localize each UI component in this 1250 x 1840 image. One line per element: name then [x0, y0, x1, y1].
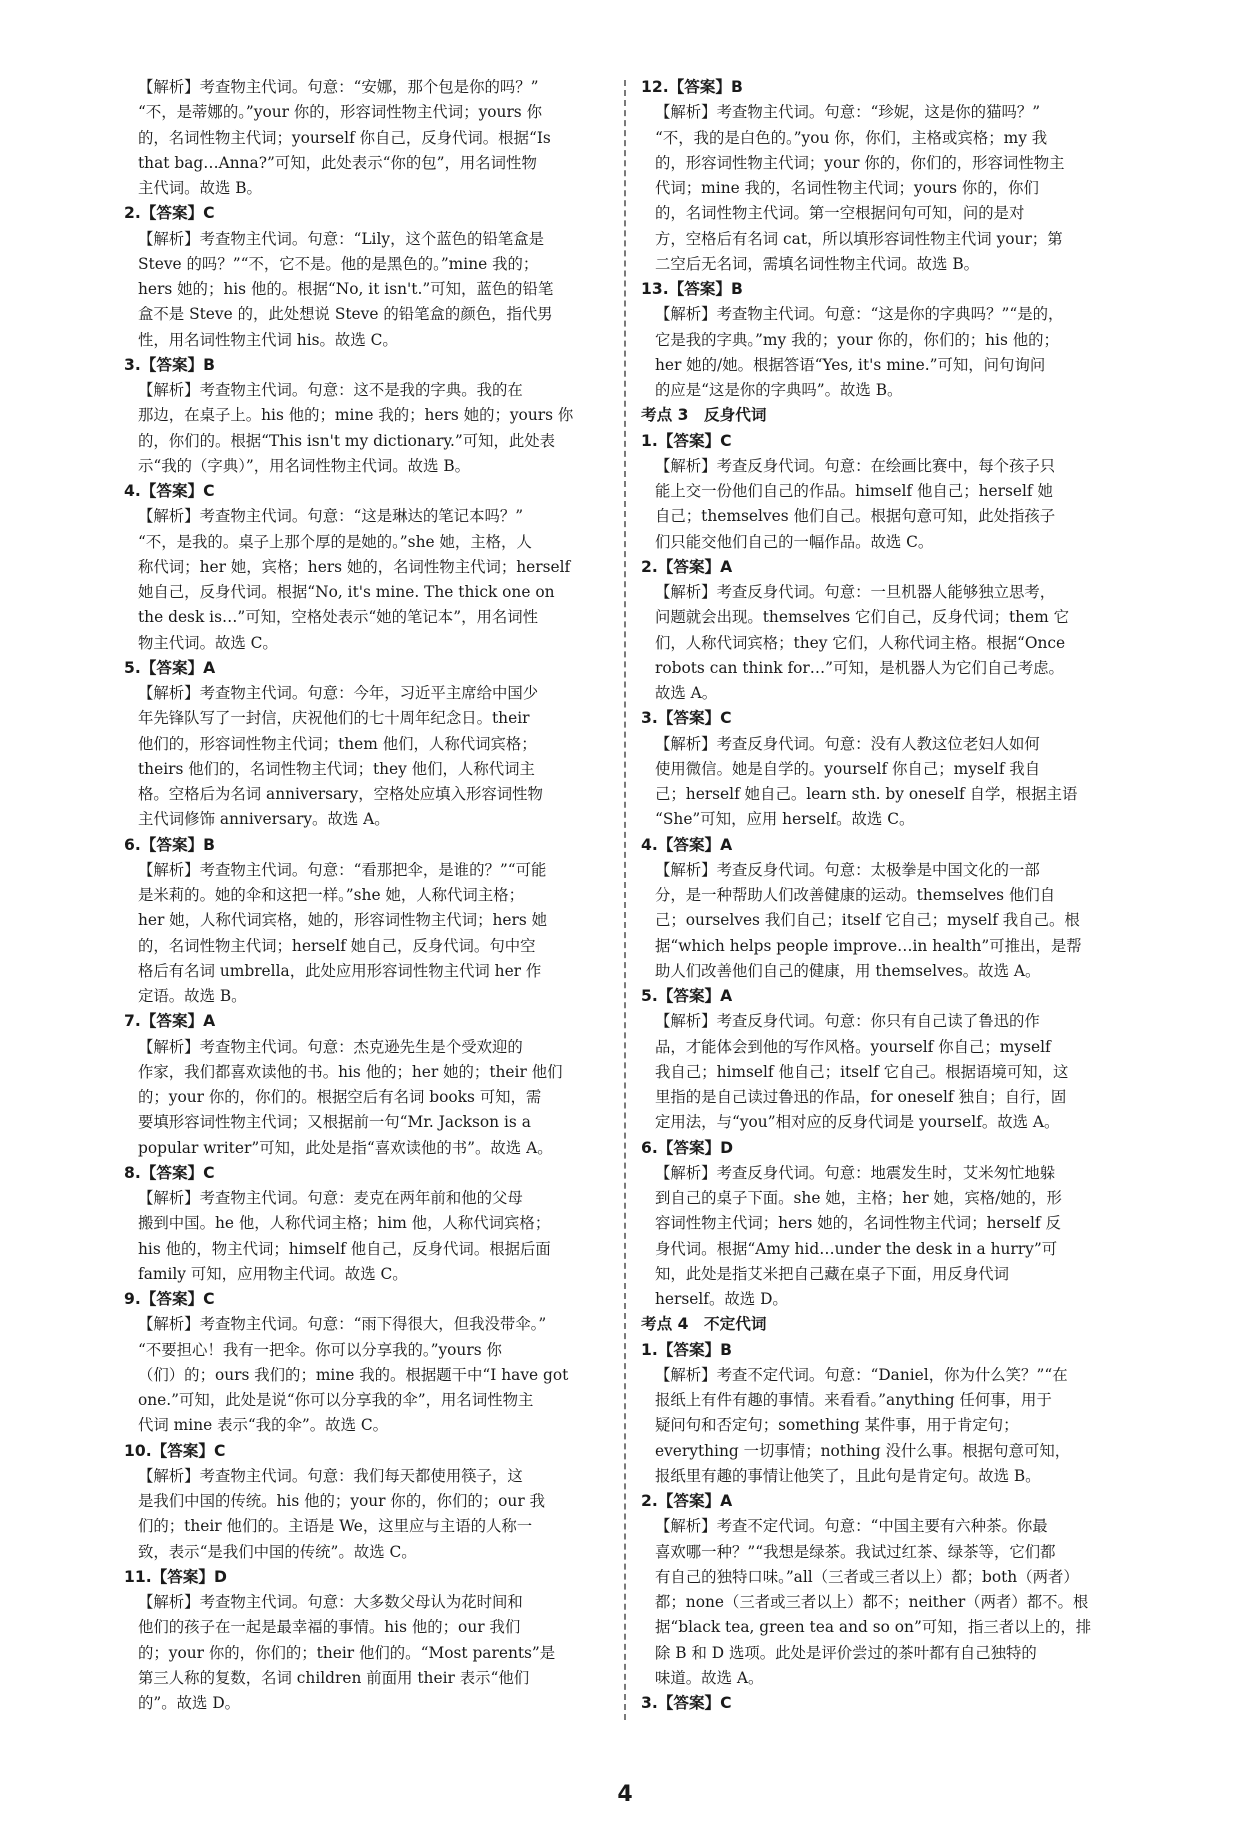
- answer-heading: 6.【答案】B: [124, 835, 216, 854]
- answer-heading: 13.【答案】B: [641, 280, 743, 298]
- explanation-line: “不，是我的。桌子上那个厚的是她的。”she 她，主格，人: [138, 532, 532, 551]
- explanation-block: [124, 681, 610, 833]
- explanation-block: [641, 1009, 1141, 1135]
- explanation-line: 要填形容词性物主代词；又根据前一句“Mr. Jackson is a: [138, 1113, 531, 1132]
- explanation-block: [641, 858, 1141, 984]
- answer-heading: 2.【答案】A: [641, 1492, 733, 1510]
- explanation-line: 【解析】考查物主代词。句意：这不是我的字典。我的在: [138, 381, 523, 399]
- explanation-line: 第三人称的复数，名词 children 前面用 their 表示“他们: [138, 1668, 530, 1687]
- explanation-line: 他们的，形容词性物主代词；them 他们，人称代词宾格；: [138, 734, 537, 753]
- explanation-block: [124, 378, 610, 479]
- explanation-line: 【解析】考查物主代词。句意：“安娜，那个包是你的吗？”: [138, 78, 539, 96]
- explanation-line: 【解析】考查反身代词。句意：太极拳是中国文化的一部: [655, 860, 1040, 879]
- explanation-line: hers 她的；his 他的。根据“No, it isn't.”可知，蓝色的铅笔: [138, 280, 554, 298]
- explanation-line: 容词性物主代词；hers 她的，名词性物主代词；herself 反: [655, 1214, 1061, 1233]
- answer-heading: 5.【答案】A: [641, 987, 733, 1005]
- explanation-line: 【解析】考查反身代词。句意：没有人教这位老妇人如何: [655, 734, 1040, 753]
- explanation-line: 品，才能体会到他的写作风格。yourself 你自己；myself: [655, 1037, 1051, 1056]
- explanation-block: [641, 454, 1141, 555]
- answer-heading: 2.【答案】C: [124, 204, 215, 223]
- explanation-line: 的，名词性物主代词。第一空根据问句可知，问的是对: [655, 204, 1025, 223]
- explanation-line: 分，是一种帮助人们改善健康的运动。themselves 他们自: [655, 886, 1056, 904]
- explanation-line: 据“black tea, green tea and so on”可知，指三者以上的，排: [655, 1618, 1092, 1637]
- explanation-line: “不要担心！我有一把伞。你可以分享我的。”yours 你: [138, 1340, 502, 1359]
- explanation-block: [641, 1161, 1141, 1313]
- explanation-line: 能上交一份他们自己的作品。himself 他自己；herself 她: [655, 482, 1053, 500]
- explanation-line: herself。故选 D。: [655, 1290, 788, 1308]
- explanation-block: [641, 580, 1141, 706]
- explanation-block: [124, 1186, 610, 1287]
- explanation-line: 问题就会出现。themselves 它们自己，反身代词；them 它: [655, 608, 1070, 627]
- explanation-line: robots can think for…”可知，是机器人为它们自己考虑。: [655, 658, 1064, 677]
- explanation-line: 我自己；himself 他自己；itself 它自己。根据语境可知，这: [655, 1062, 1069, 1081]
- explanation-line: 那边，在桌子上。his 他的；mine 我的；hers 她的；yours 你: [138, 406, 574, 425]
- explanation-line: 【解析】考查反身代词。句意：你只有自己读了鲁迅的作: [655, 1012, 1040, 1031]
- explanation-line: 称代词；her 她，宾格；hers 她的，名词性物主代词；herself: [138, 557, 571, 576]
- explanation-line: 致，表示“是我们中国的传统”。故选 C。: [138, 1542, 417, 1561]
- explanation-line: 【解析】考查物主代词。句意：“看那把伞，是谁的？”“可能: [138, 860, 547, 879]
- explanation-line: 格后有名词 umbrella，此处应用形容词性物主代词 her 作: [138, 961, 542, 980]
- explanation-line: 它是我的字典。”my 我的；your 你的，你们的；his 他的；: [655, 330, 1059, 349]
- explanation-block: [124, 1312, 610, 1438]
- explanation-line: 作家，我们都喜欢读他的书。his 他的；her 她的；their 他们: [138, 1062, 563, 1081]
- answer-heading: 2.【答案】A: [641, 557, 733, 576]
- explanation-line: 她自己，反身代词。根据“No, it's mine. The thick one on: [138, 583, 555, 601]
- explanation-block: [641, 100, 1141, 277]
- explanation-line: 二空后无名词，需填名词性物主代词。故选 B。: [655, 254, 980, 273]
- explanation-line: 是米莉的。她的伞和这把一样。”she 她，人称代词主格；: [138, 886, 524, 904]
- explanation-block: [124, 227, 610, 353]
- explanation-line: 盒不是 Steve 的，此处想说 Steve 的铅笔盒的颜色，指代男: [138, 305, 553, 324]
- explanation-line: 主代词。故选 B。: [138, 179, 262, 197]
- explanation-line: 【解析】考查物主代词。句意：大多数父母认为花时间和: [138, 1593, 523, 1611]
- explanation-line: 【解析】考查物主代词。句意：“这是琳达的笔记本吗？”: [138, 507, 524, 526]
- explanation-line: 【解析】考查物主代词。句意：麦克在两年前和他的父母: [138, 1189, 523, 1207]
- explanation-line: 们的；their 他们的。主语是 We，这里应与主语的人称一: [138, 1517, 533, 1536]
- explanation-line: “不，我的是白色的。”you 你，你们，主格或宾格；my 我: [655, 128, 1048, 147]
- answer-heading: 1.【答案】C: [641, 431, 732, 450]
- explanation-line: 里指的是自己读过鲁迅的作品，for oneself 独自；自行，固: [655, 1088, 1067, 1106]
- answer-heading: 4.【答案】C: [124, 482, 215, 500]
- explanation-line: one.”可知，此处是说“你可以分享我的伞”，用名词性物主: [138, 1391, 534, 1409]
- explanation-line: the desk is…”可知，空格处表示“她的笔记本”，用名词性: [138, 608, 539, 627]
- explanation-line: 的，形容词性物主代词；your 你的，你们的，形容词性物主: [655, 153, 1065, 172]
- explanation-line: 有自己的独特口味。”all（三者或三者以上）都；both（两者）: [655, 1567, 1079, 1586]
- explanation-block: [124, 75, 610, 201]
- explanation-line: 方，空格后有名词 cat，所以填形容词性物主代词 your；第: [655, 229, 1063, 248]
- explanation-line: 自己；themselves 他们自己。根据句意可知，此处指孩子: [655, 507, 1056, 526]
- explanation-block: [124, 1035, 610, 1161]
- explanation-line: 的，名词性物主代词；herself 她自己，反身代词。句中空: [138, 936, 536, 955]
- explanation-line: 【解析】考查物主代词。句意：我们每天都使用筷子，这: [138, 1466, 523, 1485]
- explanation-line: 主代词修饰 anniversary。故选 A。: [138, 810, 390, 829]
- explanation-block: [641, 1363, 1141, 1489]
- explanation-line: popular writer”可知，此处是指“喜欢读他的书”。故选 A。: [138, 1138, 553, 1157]
- explanation-block: [641, 732, 1141, 833]
- explanation-line: 们只能交他们自己的一幅作品。故选 C。: [655, 532, 934, 551]
- explanation-line: 示“我的（字典）”，用名词性物主代词。故选 B。: [138, 456, 471, 475]
- answer-heading: 10.【答案】C: [124, 1441, 226, 1460]
- explanation-line: 【解析】考查物主代词。句意：“珍妮，这是你的猫吗？”: [655, 103, 1041, 122]
- column-divider: [624, 80, 626, 1720]
- explanation-line: 使用微信。她是自学的。yourself 你自己；myself 我自: [655, 759, 1041, 778]
- explanation-line: 定用法，与“you”相对应的反身代词是 yourself。故选 A。: [655, 1113, 1060, 1132]
- explanation-line: “不，是蒂娜的。”your 你的，形容词性物主代词；yours 你: [138, 103, 542, 122]
- answer-heading: 4.【答案】A: [641, 835, 733, 854]
- explanation-line: 代词 mine 表示“我的伞”。故选 C。: [138, 1416, 389, 1435]
- explanation-line: 定语。故选 B。: [138, 987, 247, 1005]
- explanation-line: family 可知，应用物主代词。故选 C。: [138, 1264, 408, 1283]
- explanation-line: 知，此处是指艾米把自己藏在桌子下面，用反身代词: [655, 1264, 1009, 1283]
- explanation-line: 的，名词性物主代词；yourself 你自己，反身代词。根据“Is: [138, 128, 551, 147]
- explanation-line: 代词；mine 我的，名词性物主代词；yours 你的，你们: [655, 179, 1039, 197]
- explanation-line: 疑问句和否定句；something 某件事，用于肯定句；: [655, 1416, 1019, 1435]
- explanation-line: 搬到中国。he 他，人称代词主格；him 他，人称代词宾格；: [138, 1214, 551, 1233]
- explanation-line: her 她，人称代词宾格，她的，形容词性物主代词；hers 她: [138, 911, 548, 930]
- explanation-line: 味道。故选 A。: [655, 1668, 764, 1687]
- explanation-line: 的；your 你的，你们的。根据空后有名词 books 可知，需: [138, 1088, 542, 1106]
- answer-heading: 9.【答案】C: [124, 1290, 215, 1308]
- explanation-line: 物主代词。故选 C。: [138, 633, 278, 652]
- explanation-line: 的，你们的。根据“This isn't my dictionary.”可知，此处表: [138, 431, 556, 450]
- answer-heading: 5.【答案】A: [124, 658, 216, 677]
- answer-heading: 11.【答案】D: [124, 1567, 227, 1586]
- explanation-line: 【解析】考查物主代词。句意：“这是你的字典吗？”“是的，: [655, 305, 1064, 324]
- explanation-line: that bag…Anna?”可知，此处表示“你的包”，用名词性物: [138, 153, 537, 172]
- explanation-line: 身代词。根据“Amy hid…under the desk in a hurry”可: [655, 1239, 1058, 1258]
- section-title: 考点 4 不定代词: [641, 1315, 767, 1334]
- explanation-line: Steve 的吗？”“不，它不是。他的是黑色的。”mine 我的；: [138, 254, 539, 273]
- explanation-line: 格。空格后为名词 anniversary，空格处应填入形容词性物: [138, 785, 543, 803]
- explanation-line: 【解析】考查反身代词。句意：一旦机器人能够独立思考，: [655, 583, 1056, 601]
- explanation-line: 【解析】考查物主代词。句意：“Lily，这个蓝色的铅笔盒是: [138, 229, 545, 248]
- explanation-line: everything 一切事情；nothing 没什么事。根据句意可知，: [655, 1441, 1071, 1460]
- explanation-line: 据“which helps people improve…in health”可推出，是帮: [655, 936, 1082, 955]
- answer-heading: 8.【答案】C: [124, 1163, 215, 1182]
- explanation-line: 【解析】考查物主代词。句意：杰克逊先生是个受欢迎的: [138, 1037, 523, 1056]
- answer-heading: 12.【答案】B: [641, 78, 743, 96]
- explanation-line: 除 B 和 D 选项。此处是评价尝过的茶叶都有自己独特的: [655, 1643, 1037, 1662]
- answer-heading: 1.【答案】B: [641, 1340, 733, 1359]
- explanation-line: （们）的；ours 我们的；mine 我的。根据题干中“I have got: [138, 1365, 569, 1384]
- answer-heading: 7.【答案】A: [124, 1012, 216, 1031]
- explanation-line: 的应是“这是你的字典吗”。故选 B。: [655, 381, 903, 399]
- explanation-block: [641, 302, 1141, 403]
- explanation-line: 报纸上有件有趣的事情。来看看。”anything 任何事，用于: [655, 1391, 1052, 1409]
- explanation-block: [124, 504, 610, 656]
- explanation-line: 的；your 你的，你们的；their 他们的。“Most parents”是: [138, 1643, 556, 1662]
- answer-heading: 6.【答案】D: [641, 1138, 734, 1157]
- explanation-line: 到自己的桌子下面。she 她，主格；her 她，宾格/她的，形: [655, 1189, 1062, 1207]
- explanation-block: [641, 1514, 1141, 1691]
- explanation-line: 们，人称代词宾格；they 它们，人称代词主格。根据“Once: [655, 633, 1066, 652]
- explanation-line: 【解析】考查物主代词。句意：“雨下得很大，但我没带伞。”: [138, 1315, 547, 1334]
- explanation-line: 故选 A。: [655, 684, 718, 702]
- explanation-line: 己；ourselves 我们自己；itself 它自己；myself 我自己。根: [655, 911, 1080, 930]
- answer-heading: 3.【答案】C: [641, 709, 732, 728]
- answer-heading: 3.【答案】B: [124, 355, 216, 374]
- right-column: [641, 75, 1141, 1716]
- explanation-line: 【解析】考查反身代词。句意：地震发生时，艾米匆忙地躲: [655, 1163, 1056, 1182]
- left-column: [124, 75, 610, 1716]
- explanation-line: 报纸里有趣的事情让他笑了，且此句是肯定句。故选 B。: [655, 1466, 1041, 1485]
- page-number: 4: [617, 1782, 633, 1807]
- explanation-block: [124, 1464, 610, 1565]
- explanation-line: “She”可知，应用 herself。故选 C。: [655, 810, 915, 829]
- explanation-line: 的”。故选 D。: [138, 1694, 241, 1712]
- explanation-line: 年先锋队写了一封信，庆祝他们的七十周年纪念日。their: [138, 709, 530, 728]
- explanation-block: [124, 1590, 610, 1716]
- explanation-line: 【解析】考查反身代词。句意：在绘画比赛中，每个孩子只: [655, 456, 1056, 475]
- explanation-block: [124, 858, 610, 1010]
- explanation-line: 助人们改善他们自己的健康，用 themselves。故选 A。: [655, 961, 1041, 980]
- explanation-line: 【解析】考查不定代词。句意：“Daniel，你为什么笑？”“在: [655, 1365, 1068, 1384]
- explanation-line: theirs 他们的，名词性物主代词；they 他们，人称代词主: [138, 759, 535, 778]
- explanation-line: 他们的孩子在一起是最幸福的事情。his 他的；our 我们: [138, 1618, 521, 1637]
- explanation-line: 喜欢哪一种？”“我想是绿茶。我试过红茶、绿茶等，它们都: [655, 1542, 1056, 1561]
- explanation-line: 己；herself 她自己。learn sth. by oneself 自学，根据主语: [655, 785, 1078, 803]
- explanation-line: her 她的/她。根据答语“Yes, it's mine.”可知，问句询问: [655, 355, 1046, 374]
- explanation-line: 是我们中国的传统。his 他的；your 你的，你们的；our 我: [138, 1492, 545, 1510]
- section-title: 考点 3 反身代词: [641, 406, 767, 425]
- explanation-line: 性，用名词性物主代词 his。故选 C。: [138, 330, 398, 349]
- explanation-line: his 他的，物主代词；himself 他自己，反身代词。根据后面: [138, 1239, 551, 1258]
- explanation-line: 【解析】考查不定代词。句意：“中国主要有六种茶。你最: [655, 1517, 1048, 1536]
- explanation-line: 都；none（三者或三者以上）都不；neither（两者）都不。根: [655, 1593, 1089, 1611]
- answer-heading: 3.【答案】C: [641, 1694, 732, 1712]
- explanation-line: 【解析】考查物主代词。句意：今年，习近平主席给中国少: [138, 684, 539, 702]
